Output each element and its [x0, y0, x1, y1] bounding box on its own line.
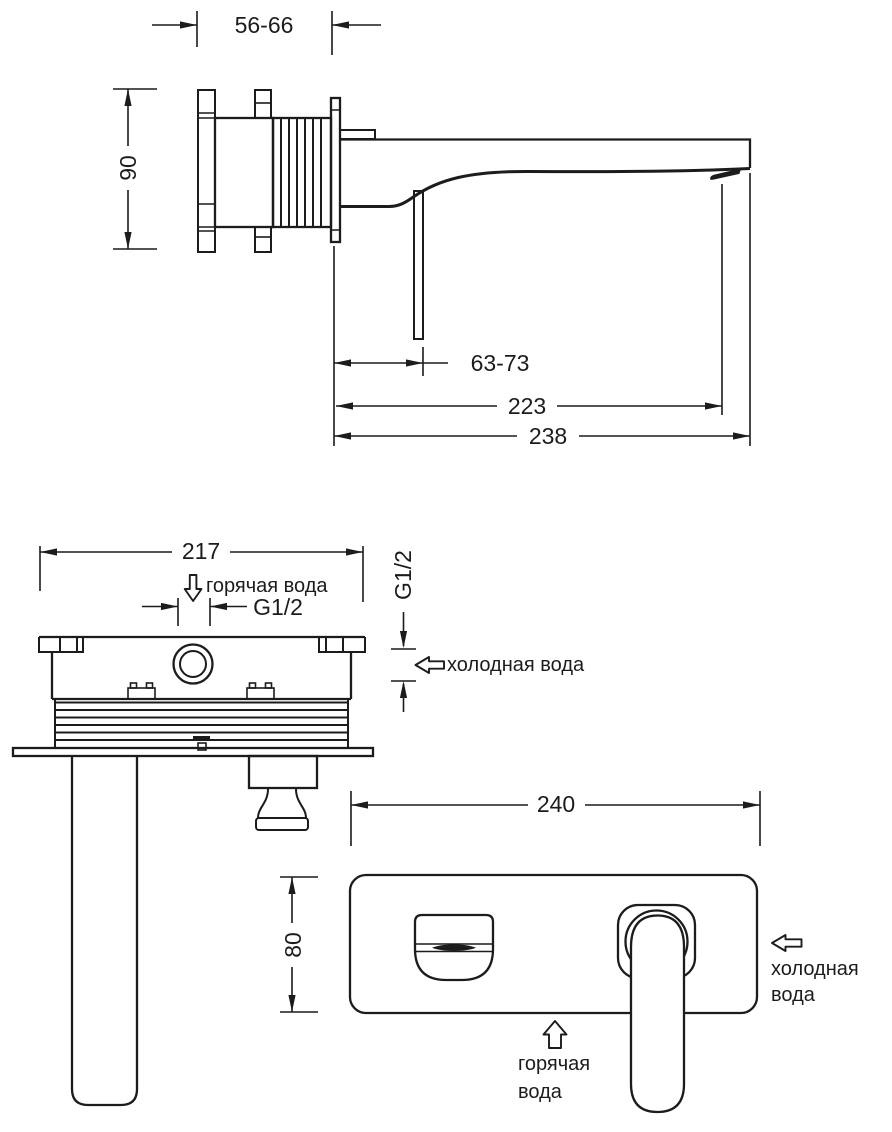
hot-water-down-arrow-icon — [185, 575, 202, 601]
fixing-clip-right — [247, 683, 274, 699]
dim-plate-height-value: 80 — [280, 932, 306, 958]
trim-cold-water-label-line2: вода — [771, 984, 815, 1006]
dimension-body-height — [113, 89, 157, 249]
cold-water-annotation — [390, 550, 585, 712]
inlet-port-inner — [180, 651, 206, 677]
dim-body-height-value: 90 — [115, 155, 141, 181]
rough-in-front-view — [13, 538, 585, 1105]
spout-root-ledge — [340, 130, 375, 139]
dimension-total-reach — [334, 423, 750, 449]
wall-flange — [331, 98, 340, 242]
threaded-adjuster — [273, 118, 331, 227]
handle-lever — [631, 916, 684, 1113]
mounting-bracket — [198, 90, 273, 252]
trim-hot-water-annotation — [518, 1021, 590, 1103]
fixing-clip-left — [128, 683, 155, 699]
dim-mount-depth-value: 56-66 — [234, 12, 294, 38]
cold-water-left-arrow-icon — [416, 657, 445, 673]
dim-total-reach-value: 238 — [528, 423, 568, 449]
hot-water-label: горячая вода — [206, 575, 328, 597]
rough-in-body — [13, 637, 373, 1105]
spout-supply-pipe — [72, 756, 137, 1105]
concealed-body-side — [215, 118, 273, 227]
cold-water-left-arrow-icon-trim — [772, 935, 802, 951]
spout-outlet-slot — [432, 944, 476, 951]
dimension-aerator-reach — [336, 393, 722, 419]
spout-front — [415, 915, 493, 980]
mounting-plate — [13, 748, 373, 756]
trim-cold-water-label-line1: холодная — [771, 958, 859, 980]
dim-plate-width-value: 240 — [536, 791, 576, 817]
cartridge-stem — [249, 756, 317, 830]
dim-body-width-value: 217 — [181, 538, 221, 564]
hot-water-up-arrow-icon — [544, 1021, 567, 1048]
trim-hot-water-label-line1: горячая — [518, 1053, 591, 1075]
dimension-plate-width — [351, 791, 760, 846]
trim-cold-water-annotation — [771, 935, 859, 1006]
ribbed-section — [55, 699, 348, 750]
spout-profile — [340, 130, 750, 207]
trim-hot-water-label-line2: вода — [518, 1081, 562, 1103]
dimension-plate-height — [280, 877, 318, 1012]
handle-front — [618, 905, 695, 1112]
alignment-notch — [193, 736, 210, 740]
dim-aerator-reach-value: 223 — [507, 393, 547, 419]
hot-water-annotation — [142, 575, 328, 626]
dimension-mount-depth — [152, 11, 381, 55]
dimension-handle-offset — [334, 350, 529, 376]
dim-handle-offset-value: 63-73 — [470, 350, 530, 376]
hot-thread-label: G1/2 — [253, 594, 303, 620]
trim-front-view — [280, 791, 859, 1112]
cold-water-label: холодная вода — [447, 654, 585, 676]
handle-lever-side — [414, 191, 423, 339]
spout-side-view — [113, 11, 750, 449]
cold-thread-label: G1/2 — [390, 550, 416, 600]
